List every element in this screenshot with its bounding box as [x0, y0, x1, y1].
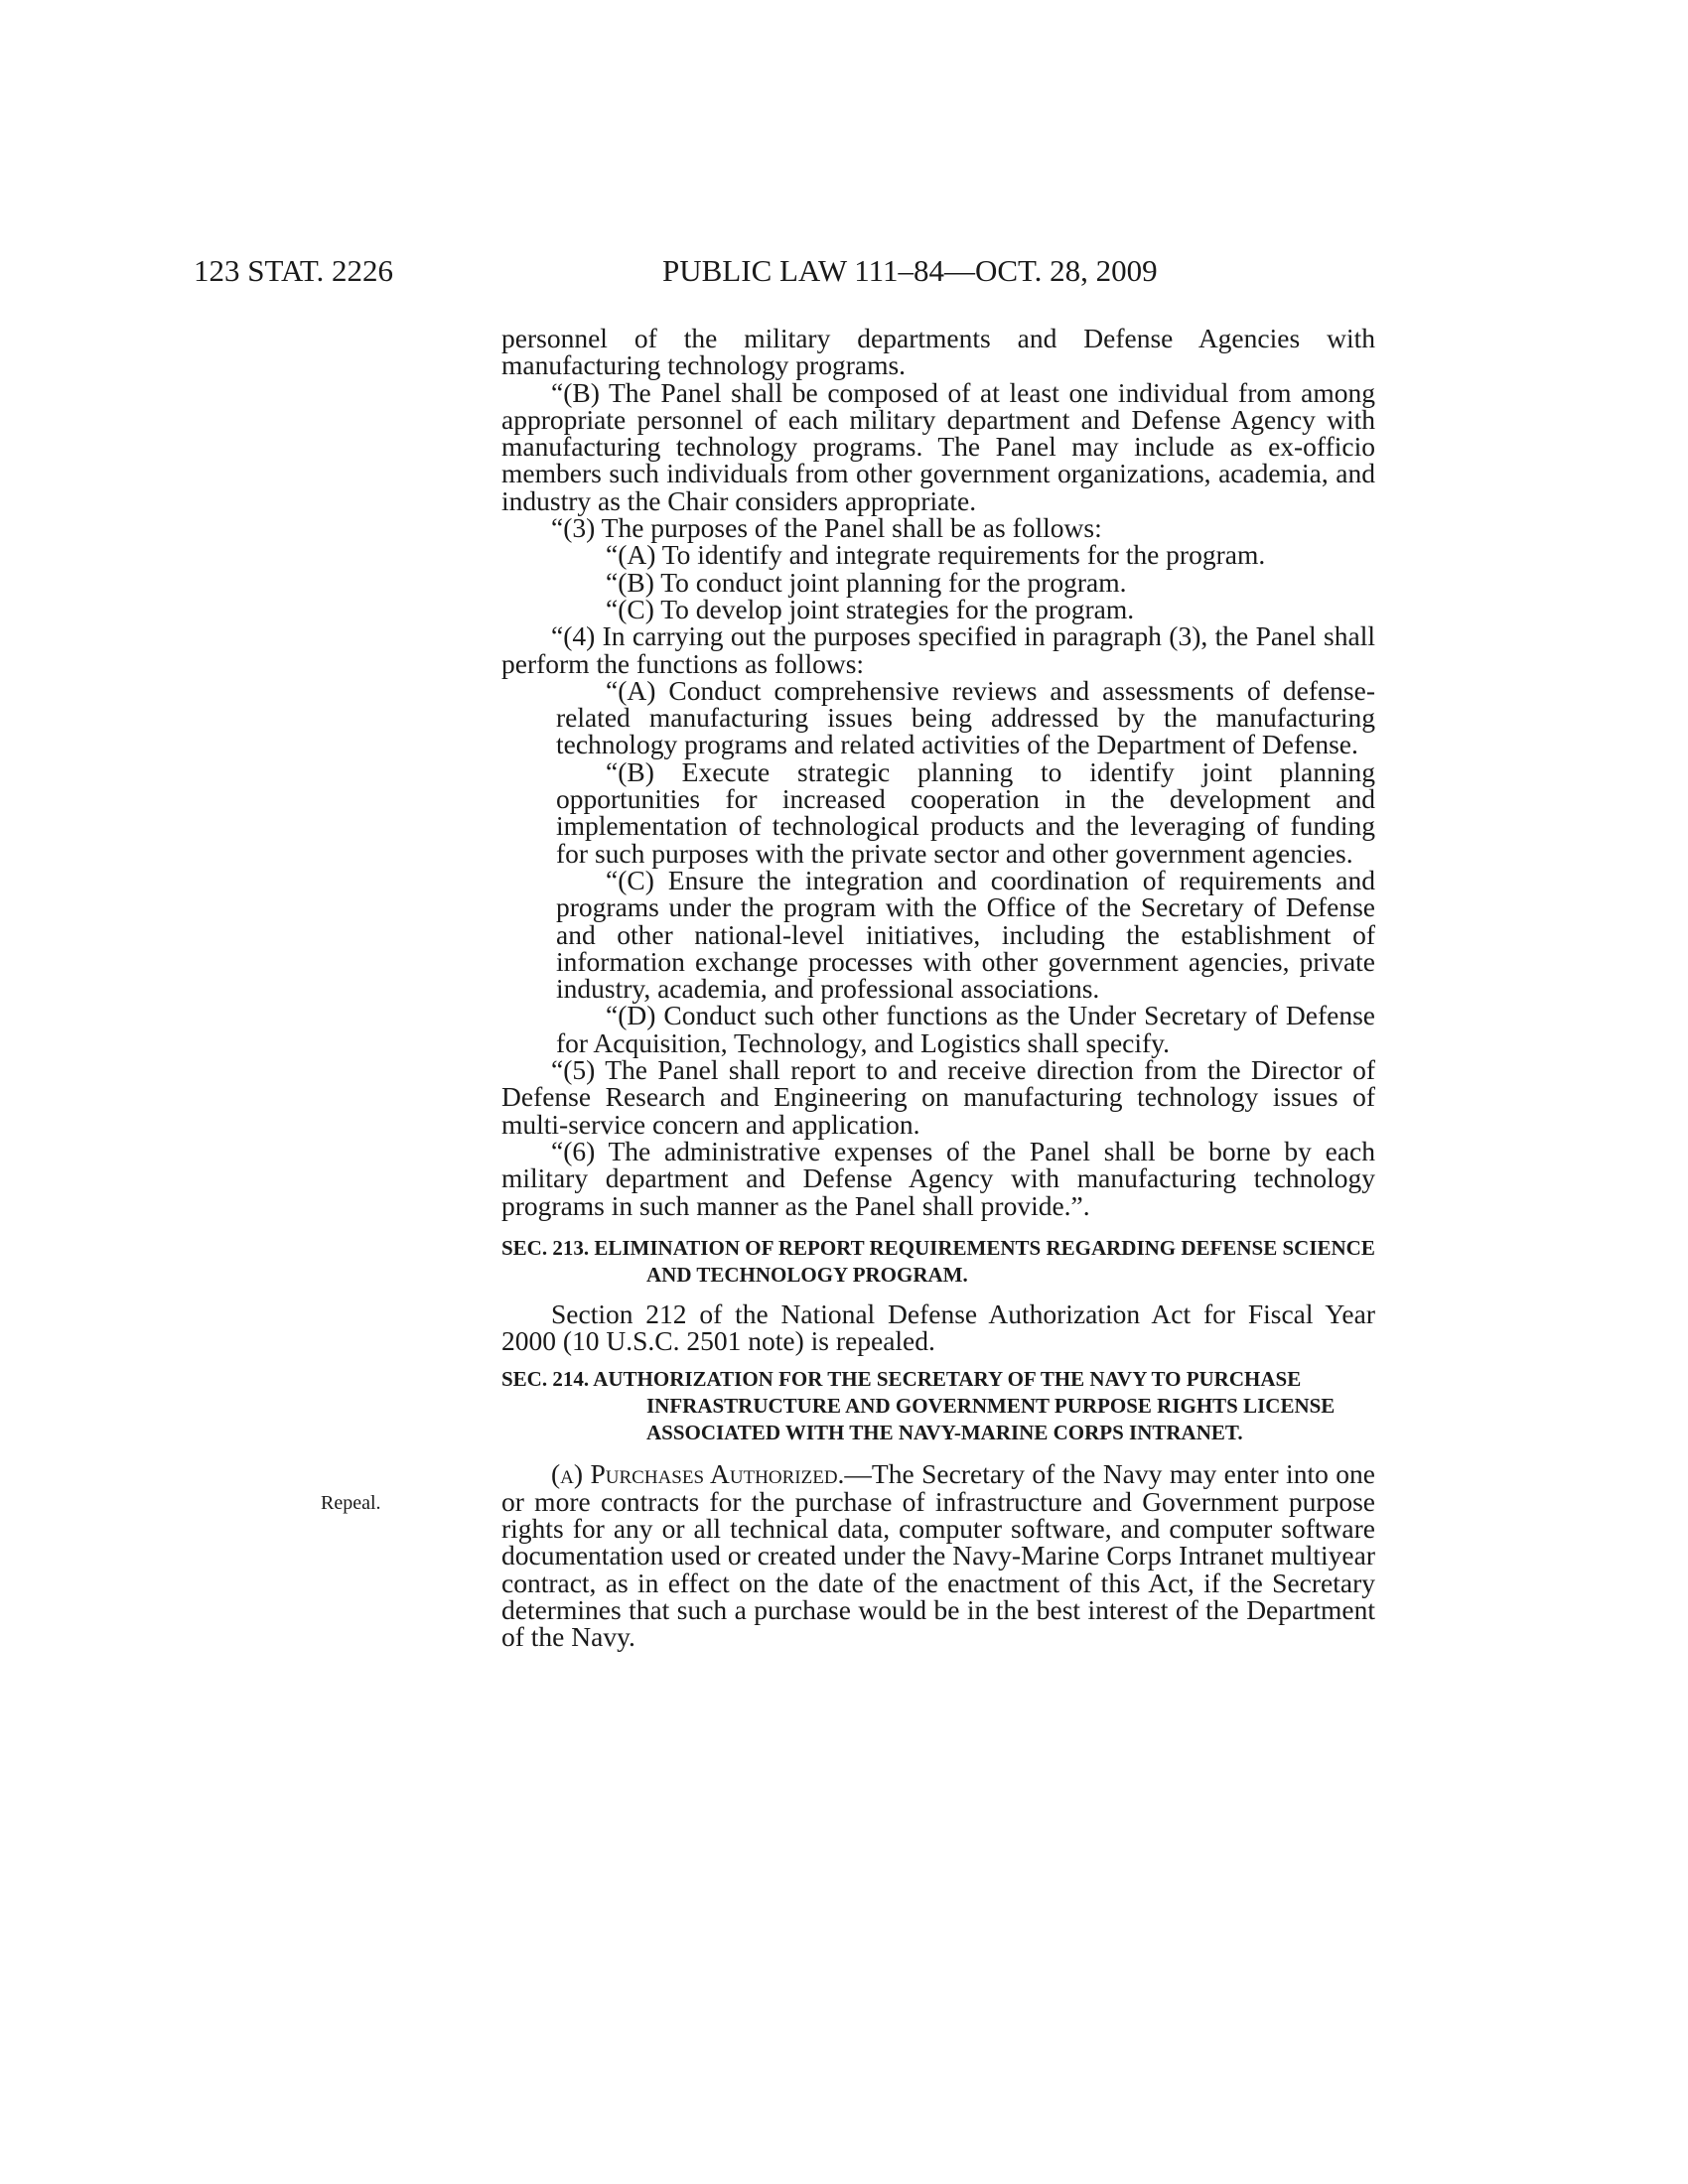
- section-heading-214: SEC. 214. AUTHORIZATION FOR THE SECRETARY OF THE NAVY TO PURCHASE INFRASTRUCTURE AND GOVERNMENT PURPOSE RIGHTS LICENSE ASSOCIATED WITH THE NAVY-MARINE CORPS INTRANET.: [501, 1367, 1336, 1445]
- subsection-label: (a) Purchases Authorized.: [551, 1458, 845, 1490]
- law-reference: PUBLIC LAW 111–84—OCT. 28, 2009: [662, 253, 1158, 288]
- paragraph: “(C) Ensure the integration and coordination of requirements and programs under the program with the Office of the Secretary of Defense and other national-level initiatives, including the establishment of information exchange processes with other government agencies, private industry, academia, and professional associations.: [556, 864, 1375, 1005]
- paragraph: “(B) To conduct joint planning for the program.: [606, 566, 1127, 598]
- margin-note: Repeal.: [321, 1492, 381, 1514]
- paragraph: “(4) In carrying out the purposes specified in paragraph (3), the Panel shall perform the functions as follows:: [501, 620, 1375, 679]
- section-213-body: Section 212 of the National Defense Authorization Act for Fiscal Year 2000 (10 U.S.C. 2501 note) is repealed.: [501, 1297, 1375, 1357]
- subsection-text: —The Secretary of the Navy may enter into one or more contracts for the purchase of infrastructure and Government purpose rights for any or all technical data, computer software, and computer software documentation used or created under the Navy-Marine Corps Intranet multiyear contract, as in effect on the date of the enactment of this Act, if the Secretary determines that such a purchase would be in the best interest of the Department of the Navy.: [501, 1458, 1375, 1653]
- paragraph: “(B) The Panel shall be composed of at least one individual from among appropriate personnel of each military department and Defense Agency with manufacturing technology programs. The Panel may include as ex-officio members such individuals from other government organizations, academia, and industry as the Chair considers appropriate.: [501, 376, 1375, 516]
- page-header: [0, 253, 1688, 293]
- section-heading-213: SEC. 213. ELIMINATION OF REPORT REQUIREMENTS REGARDING DEFENSE SCIENCE AND TECHNOLOGY PROGRAM.: [501, 1235, 1375, 1287]
- paragraph: “(B) Execute strategic planning to identify joint planning opportunities for increased cooperation in the development and implementation of technological products and the leveraging of funding for such purposes with the private sector and other government agencies.: [556, 755, 1375, 869]
- paragraph: “(6) The administrative expenses of the Panel shall be borne by each military department and Defense Agency with manufacturing technology programs in such manner as the Panel shall provide.”.: [501, 1135, 1375, 1221]
- paragraph: “(C) To develop joint strategies for the program.: [606, 593, 1135, 624]
- paragraph: “(A) Conduct comprehensive reviews and assessments of defense-related manufacturing issues being addressed by the manufacturing technology programs and related activities of the Department of Defense.: [556, 674, 1375, 760]
- paragraph: “(3) The purposes of the Panel shall be as follows:: [551, 512, 1102, 544]
- paragraph: “(5) The Panel shall report to and receive direction from the Director of Defense Research and Engineering on manufacturing technology issues of multi-service concern and application.: [501, 1054, 1375, 1140]
- paragraph: personnel of the military departments and Defense Agencies with manufacturing technology programs.: [501, 323, 1375, 381]
- document-body: [501, 323, 1375, 1653]
- paragraph: “(A) To identify and integrate requirements for the program.: [606, 539, 1266, 571]
- paragraph: “(D) Conduct such other functions as the Under Secretary of Defense for Acquisition, Technology, and Logistics shall specify.: [556, 1000, 1375, 1058]
- section-214-body: [501, 1458, 1375, 1653]
- stat-reference: 123 STAT. 2226: [194, 253, 394, 288]
